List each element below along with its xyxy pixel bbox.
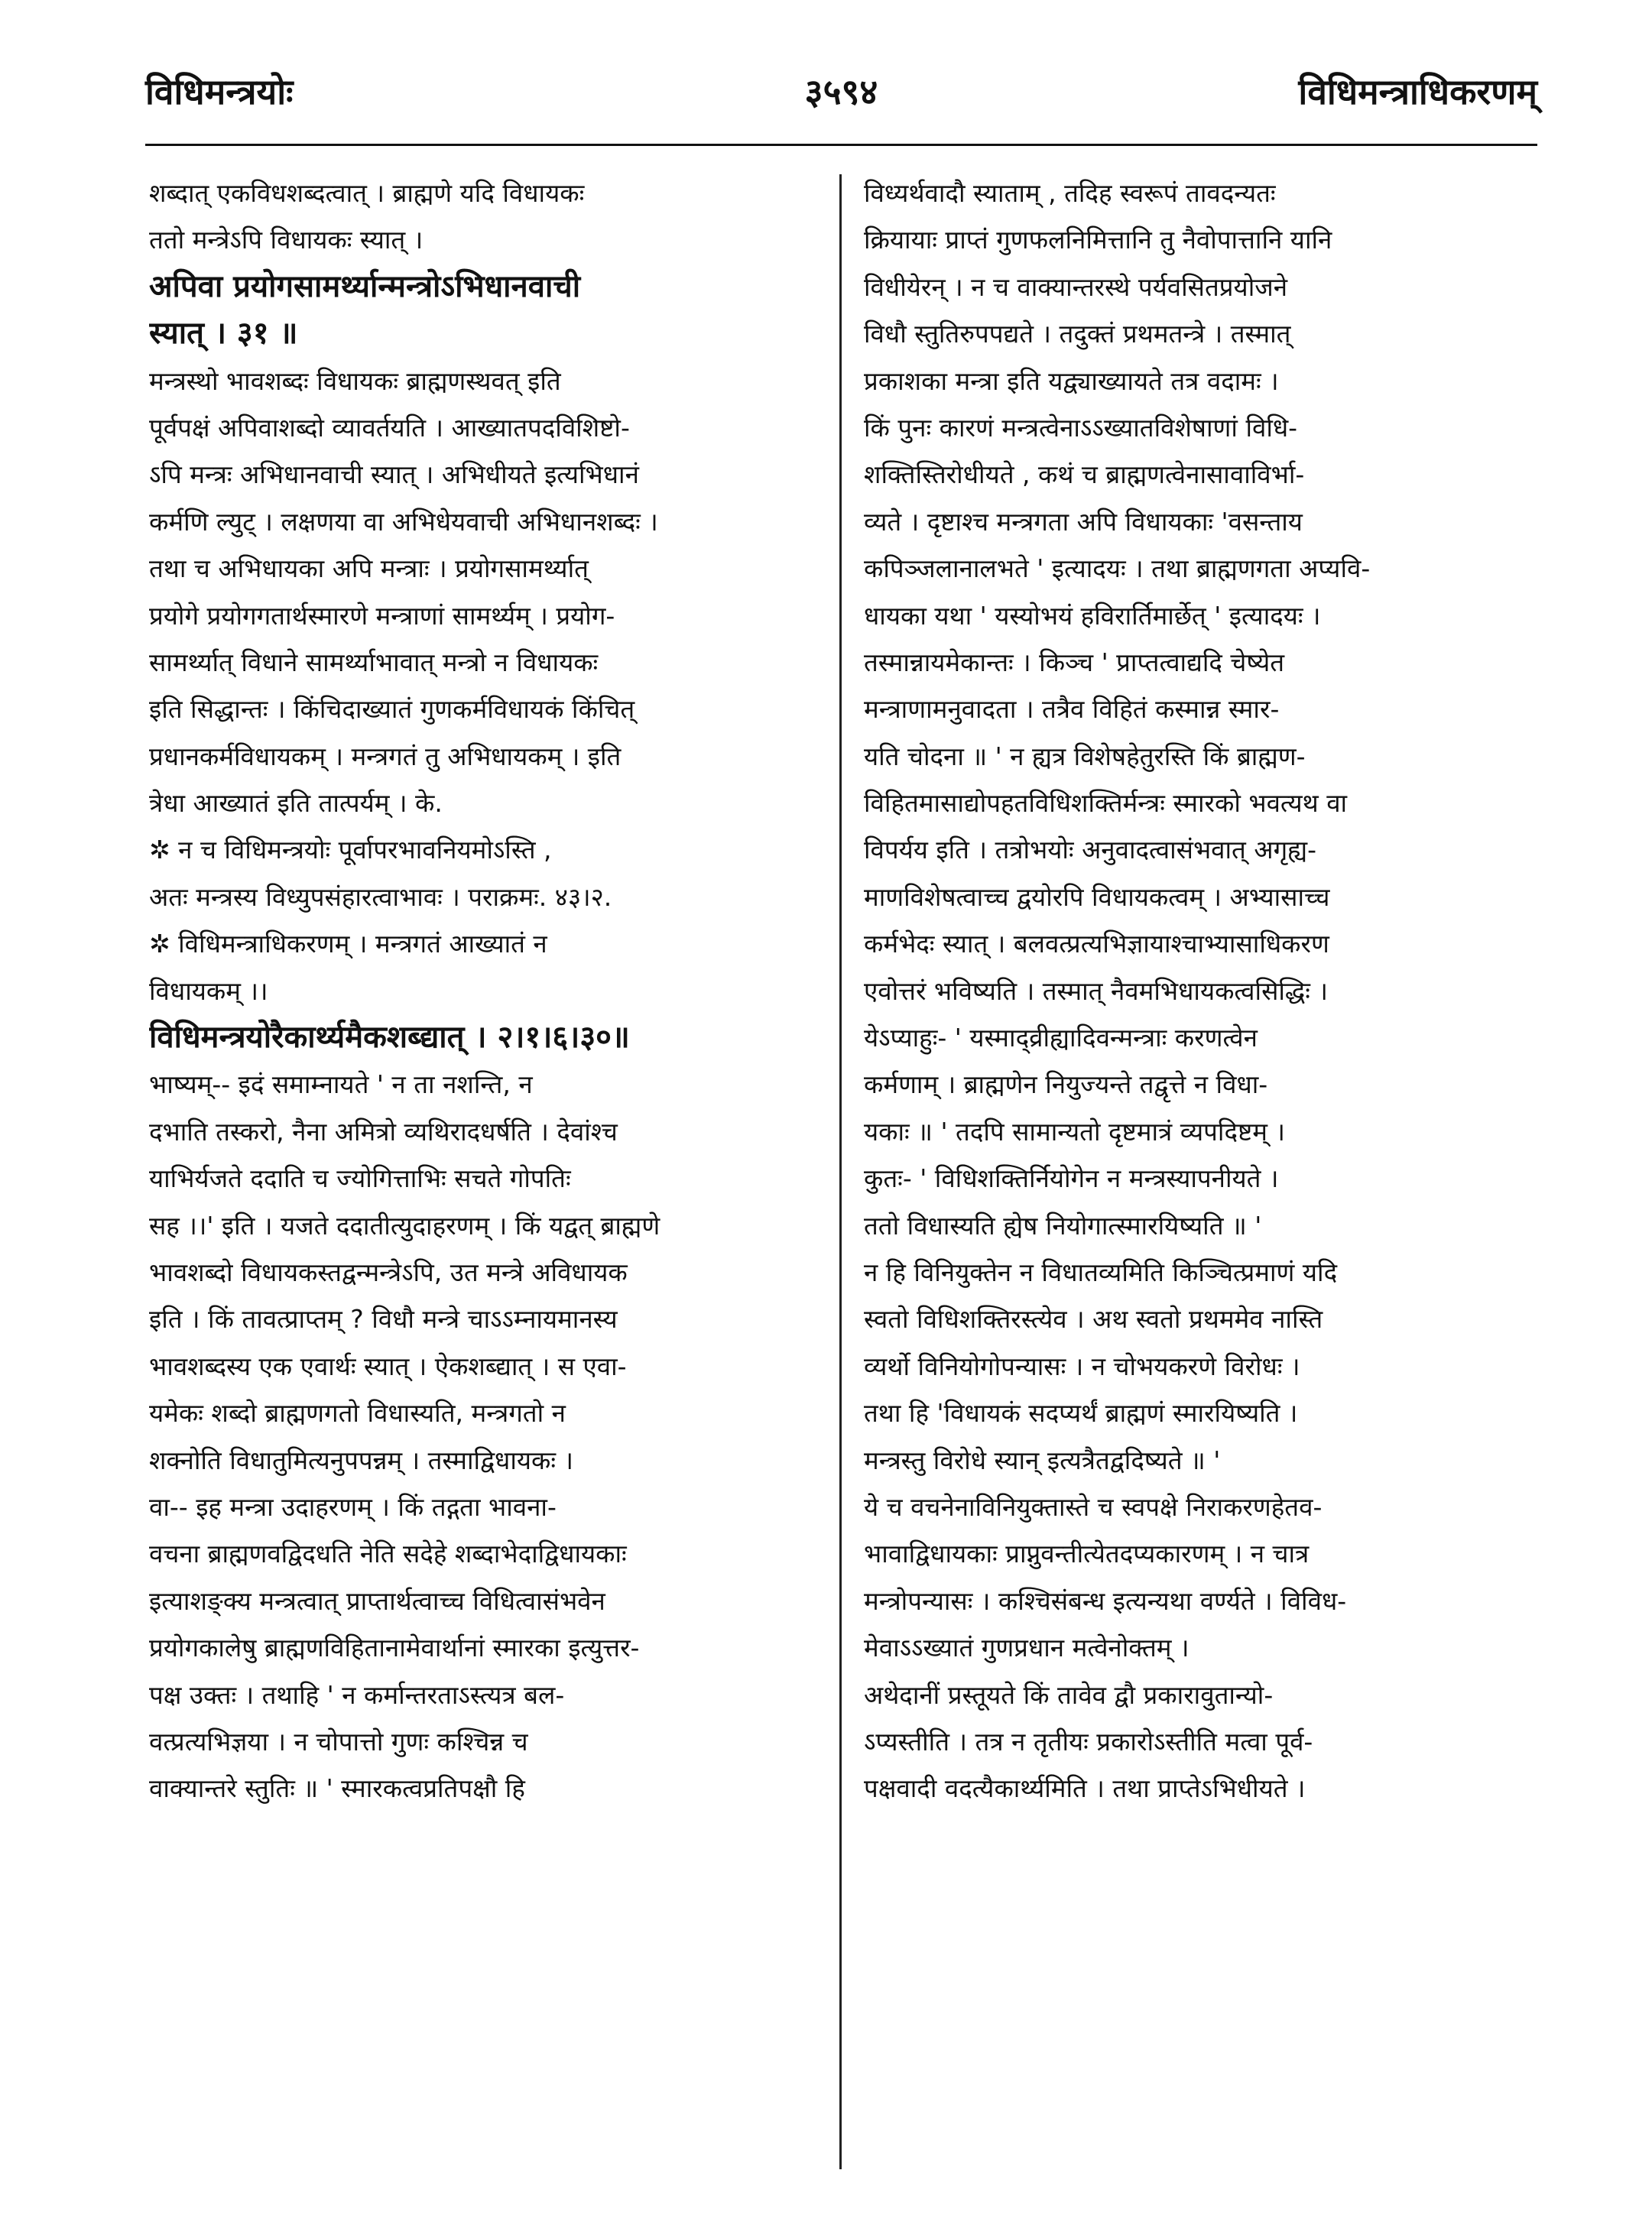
text-line: पक्ष उक्तः । तथाहि ' न कर्मान्तरताऽस्त्यत्र बल-	[149, 1679, 565, 1710]
text-line: ✲ न च विधिमन्त्रयोः पूर्वापरभावनियमोऽस्ति ,	[149, 835, 552, 865]
text-line: विपर्यय इति । तत्रोभयोः अनुवादत्वासंभवात् अगृह्य-	[864, 835, 1317, 865]
text-line: विहितमासाद्योपहतविधिशक्तिर्मन्त्रः स्मारको भवत्यथ वा	[864, 788, 1348, 819]
sutra-line: अपिवा प्रयोगसामर्थ्यान्मन्त्रोऽभिधानवाची	[149, 268, 581, 304]
section-heading: ✲ विधिमन्त्राधिकरणम् । मन्त्रगतं आख्यातं न	[149, 929, 547, 959]
right-column	[864, 170, 1537, 2172]
text-line: सह ।।' इति । यजते ददातीत्युदाहरणम् । किं यद्वत् ब्राह्मणे	[149, 1210, 660, 1241]
text-line: सामर्थ्यात् विधाने सामर्थ्याभावात् मन्त्रो न विधायकः	[149, 647, 599, 677]
text-line: प्रकाशका मन्त्रा इति यद्व्याख्यायते तत्र वदामः ।	[864, 365, 1279, 396]
column-divider	[839, 174, 842, 2169]
text-line: भावशब्दो विधायकस्तद्वन्मन्त्रेऽपि, उत मन्त्रे अविधायक	[149, 1257, 628, 1287]
text-line: येऽप्याहुः- ' यस्माद्व्रीह्यादिवन्मन्त्राः करणत्वेन	[864, 1023, 1258, 1053]
text-line: यति चोदना ॥ ' न ह्यत्र विशेषहेतुरस्ति किं ब्राह्मण-	[864, 741, 1306, 771]
text-line: इति सिद्धान्तः । किंचिदाख्यातं गुणकर्मविधायकं किंचित्	[149, 694, 635, 725]
text-line: ऽपि मन्त्रः अभिधानवाची स्यात् । अभिधीयते इत्यभिधानं	[149, 459, 639, 490]
text-line: ततो मन्त्रेऽपि विधायकः स्यात् ।	[149, 225, 424, 255]
text-line: प्रधानकर्मविधायकम् । मन्त्रगतं तु अभिधायकम् । इति	[149, 741, 622, 771]
text-line: यकाः ॥ ' तदपि सामान्यतो दृष्टमात्रं व्यपदिष्टम् ।	[864, 1116, 1286, 1147]
page-number: ३५९४	[804, 71, 878, 112]
text-line: तथा हि 'विधायकं सदप्यर्थं ब्राह्मणं स्मारयिष्यति ।	[864, 1398, 1298, 1429]
text-line: इति । किं तावत्प्राप्तम् ? विधौ मन्त्रे चाऽऽम्नायमानस्य	[149, 1304, 618, 1335]
text-line: मेवाऽऽख्यातं गुणप्रधान मत्वेनोक्तम् ।	[864, 1633, 1190, 1663]
running-head-left: विधिमन्त्रयोः	[145, 71, 294, 112]
text-line: कर्मणाम् । ब्राह्मणेन नियुज्यन्ते तद्वृत्ते न विधा-	[864, 1069, 1268, 1100]
text-line: कुतः- ' विधिशक्तिर्नियोगेन न मन्त्रस्यापनीयते ।	[864, 1163, 1279, 1194]
text-line: ऽप्यस्तीति । तत्र न तृतीयः प्रकारोऽस्तीति मत्वा पूर्व-	[864, 1726, 1313, 1757]
text-line: कर्मणि ल्युट् । लक्षणया वा अभिधेयवाची अभिधानशब्दः ।	[149, 506, 658, 537]
sutra-line: विधिमन्त्रयोरैकार्थ्यमैकशब्द्यात् । २।१।६।३०॥	[149, 1020, 630, 1056]
text-line: मन्त्रोपन्यासः । कश्चिसंबन्ध इत्यन्यथा वर्ण्यते । विविध-	[864, 1585, 1347, 1616]
text-line: न हि विनियुक्तेन न विधातव्यमिति किञ्चित्प्रमाणं यदि	[864, 1257, 1338, 1287]
text-line: ततो विधास्यति ह्येष नियोगात्स्मारयिष्यति ॥ '	[864, 1210, 1262, 1241]
text-line: प्रयोगकालेषु ब्राह्मणविहितानामेवार्थानां स्मारका इत्युत्तर-	[149, 1633, 640, 1663]
left-column	[149, 170, 822, 2172]
text-line: पक्षवादी वदत्यैकार्थ्यमिति । तथा प्राप्तेऽभिधीयते ।	[864, 1773, 1306, 1804]
text-line: विध्यर्थवादौ स्याताम् , तदिह स्वरूपं तावदन्यतः	[864, 178, 1276, 208]
text-line: शक्नोति विधातुमित्यनुपपन्नम् । तस्माद्विधायकः ।	[149, 1445, 574, 1475]
text-line: दभाति तस्करो, नैना अमित्रो व्यथिरादधर्षति । देवांश्च	[149, 1116, 618, 1147]
text-line: वचना ब्राह्मणवद्विदधति नेति सदेहे शब्दाभेदाद्विधायकाः	[149, 1539, 627, 1569]
text-line: व्यर्थो विनियोगोपन्यासः । न चोभयकरणे विरोधः ।	[864, 1351, 1300, 1381]
text-line: मन्त्रस्तु विरोधे स्यान् इत्यत्रैतद्वदिष्यते ॥ '	[864, 1445, 1221, 1475]
text-line: अतः मन्त्रस्य विध्युपसंहारत्वाभावः । पराक्रमः. ४३।२.	[149, 881, 612, 912]
text-line: मन्त्रस्थो भावशब्दः विधायकः ब्राह्मणस्थवत् इति	[149, 365, 561, 396]
text-line: त्रेधा आख्यातं इति तात्पर्यम् । के.	[149, 788, 443, 819]
text-line: प्रयोगे प्रयोगगतार्थस्मारणे मन्त्राणां सामर्थ्यम् । प्रयोग-	[149, 600, 615, 631]
text-line: पूर्वपक्षं अपिवाशब्दो व्यावर्तयति । आख्यातपदविशिष्टो-	[149, 412, 630, 443]
text-line: शक्तिस्तिरोधीयते , कथं च ब्राह्मणत्वेनासावाविर्भा-	[864, 459, 1305, 490]
text-line: वाक्यान्तरे स्तुतिः ॥ ' स्मारकत्वप्रतिपक्षौ हि	[149, 1773, 525, 1804]
text-line: विधौ स्तुतिरुपपद्यते । तदुक्तं प्रथमतन्त्रे । तस्मात्	[864, 319, 1291, 349]
text-line: मन्त्राणामनुवादता । तत्रैव विहितं कस्मान्न स्मार-	[864, 694, 1280, 725]
text-line: स्वतो विधिशक्तिरस्त्येव । अथ स्वतो प्रथममेव नास्ति	[864, 1304, 1323, 1335]
text-line: भाष्यम्-- इदं समाम्नायते ' न ता नशन्ति, न	[149, 1069, 533, 1100]
text-line: कपिञ्जलानालभते ' इत्यादयः । तथा ब्राह्मणगता अप्यवि-	[864, 553, 1371, 584]
running-head-right: विधिमन्त्राधिकरणम्	[1298, 71, 1537, 112]
text-line: विधायकम् ।।	[149, 975, 268, 1006]
text-line: किं पुनः कारणं मन्त्रत्वेनाऽऽख्यातविशेषाणां विधि-	[864, 412, 1298, 443]
page-header	[145, 67, 1537, 141]
text-line: भावाद्विधायकाः प्राप्नुवन्तीत्येतदप्यकारणम् । न चात्र	[864, 1539, 1310, 1569]
text-line: वत्प्रत्यभिज्ञया । न चोपात्तो गुणः कश्चिन्न च	[149, 1726, 528, 1757]
sutra-line: स्यात् । ३१ ॥	[149, 316, 298, 352]
text-line: तथा च अभिधायका अपि मन्त्राः । प्रयोगसामर्थ्यात्	[149, 553, 589, 584]
text-line: एवोत्तरं भविष्यति । तस्मात् नैवमभिधायकत्वसिद्धिः ।	[864, 975, 1328, 1006]
text-line: भावशब्दस्य एक एवार्थः स्यात् । ऐकशब्द्यात् । स एवा-	[149, 1351, 627, 1381]
text-line: कर्मभेदः स्यात् । बलवत्प्रत्यभिज्ञायाश्चाभ्यासाधिकरण	[864, 929, 1329, 959]
text-line: ये च वचनेनाविनियुक्तास्ते च स्वपक्षे निराकरणहेतव-	[864, 1491, 1323, 1522]
text-line: विधीयेरन् । न च वाक्यान्तरस्थे पर्यवसितप्रयोजने	[864, 271, 1288, 302]
text-line: वा-- इह मन्त्रा उदाहरणम् । किं तद्गता भावना-	[149, 1491, 557, 1522]
text-line: यमेकः शब्दो ब्राह्मणगतो विधास्यति, मन्त्रगतो न	[149, 1398, 566, 1429]
text-line: अथेदानीं प्रस्तूयते किं तावेव द्वौ प्रकारावुतान्यो-	[864, 1679, 1274, 1710]
text-line: तस्मान्नायमेकान्तः । किञ्च ' प्राप्तत्वाद्यदि चेष्येत	[864, 647, 1285, 677]
text-line: इत्याशङ्क्य मन्त्रत्वात् प्राप्तार्थत्वाच्च विधित्वासंभवेन	[149, 1585, 605, 1616]
text-line: शब्दात् एकविधशब्दत्वात् । ब्राह्मणे यदि विधायकः	[149, 178, 585, 208]
text-line: क्रियायाः प्राप्तं गुणफलनिमित्तानि तु नैवोपात्तानि यानि	[864, 225, 1332, 255]
text-line: माणविशेषत्वाच्च द्वयोरपि विधायकत्वम् । अभ्यासाच्च	[864, 881, 1330, 912]
text-line: व्यते । दृष्टाश्च मन्त्रगता अपि विधायकाः 'वसन्ताय	[864, 506, 1303, 537]
text-line: धायका यथा ' यस्योभयं हविरार्तिमार्छेत् ' इत्यादयः ।	[864, 600, 1321, 631]
text-line: याभिर्यजते ददाति च ज्योगित्ताभिः सचते गोपतिः	[149, 1163, 571, 1194]
header-rule	[145, 144, 1537, 146]
